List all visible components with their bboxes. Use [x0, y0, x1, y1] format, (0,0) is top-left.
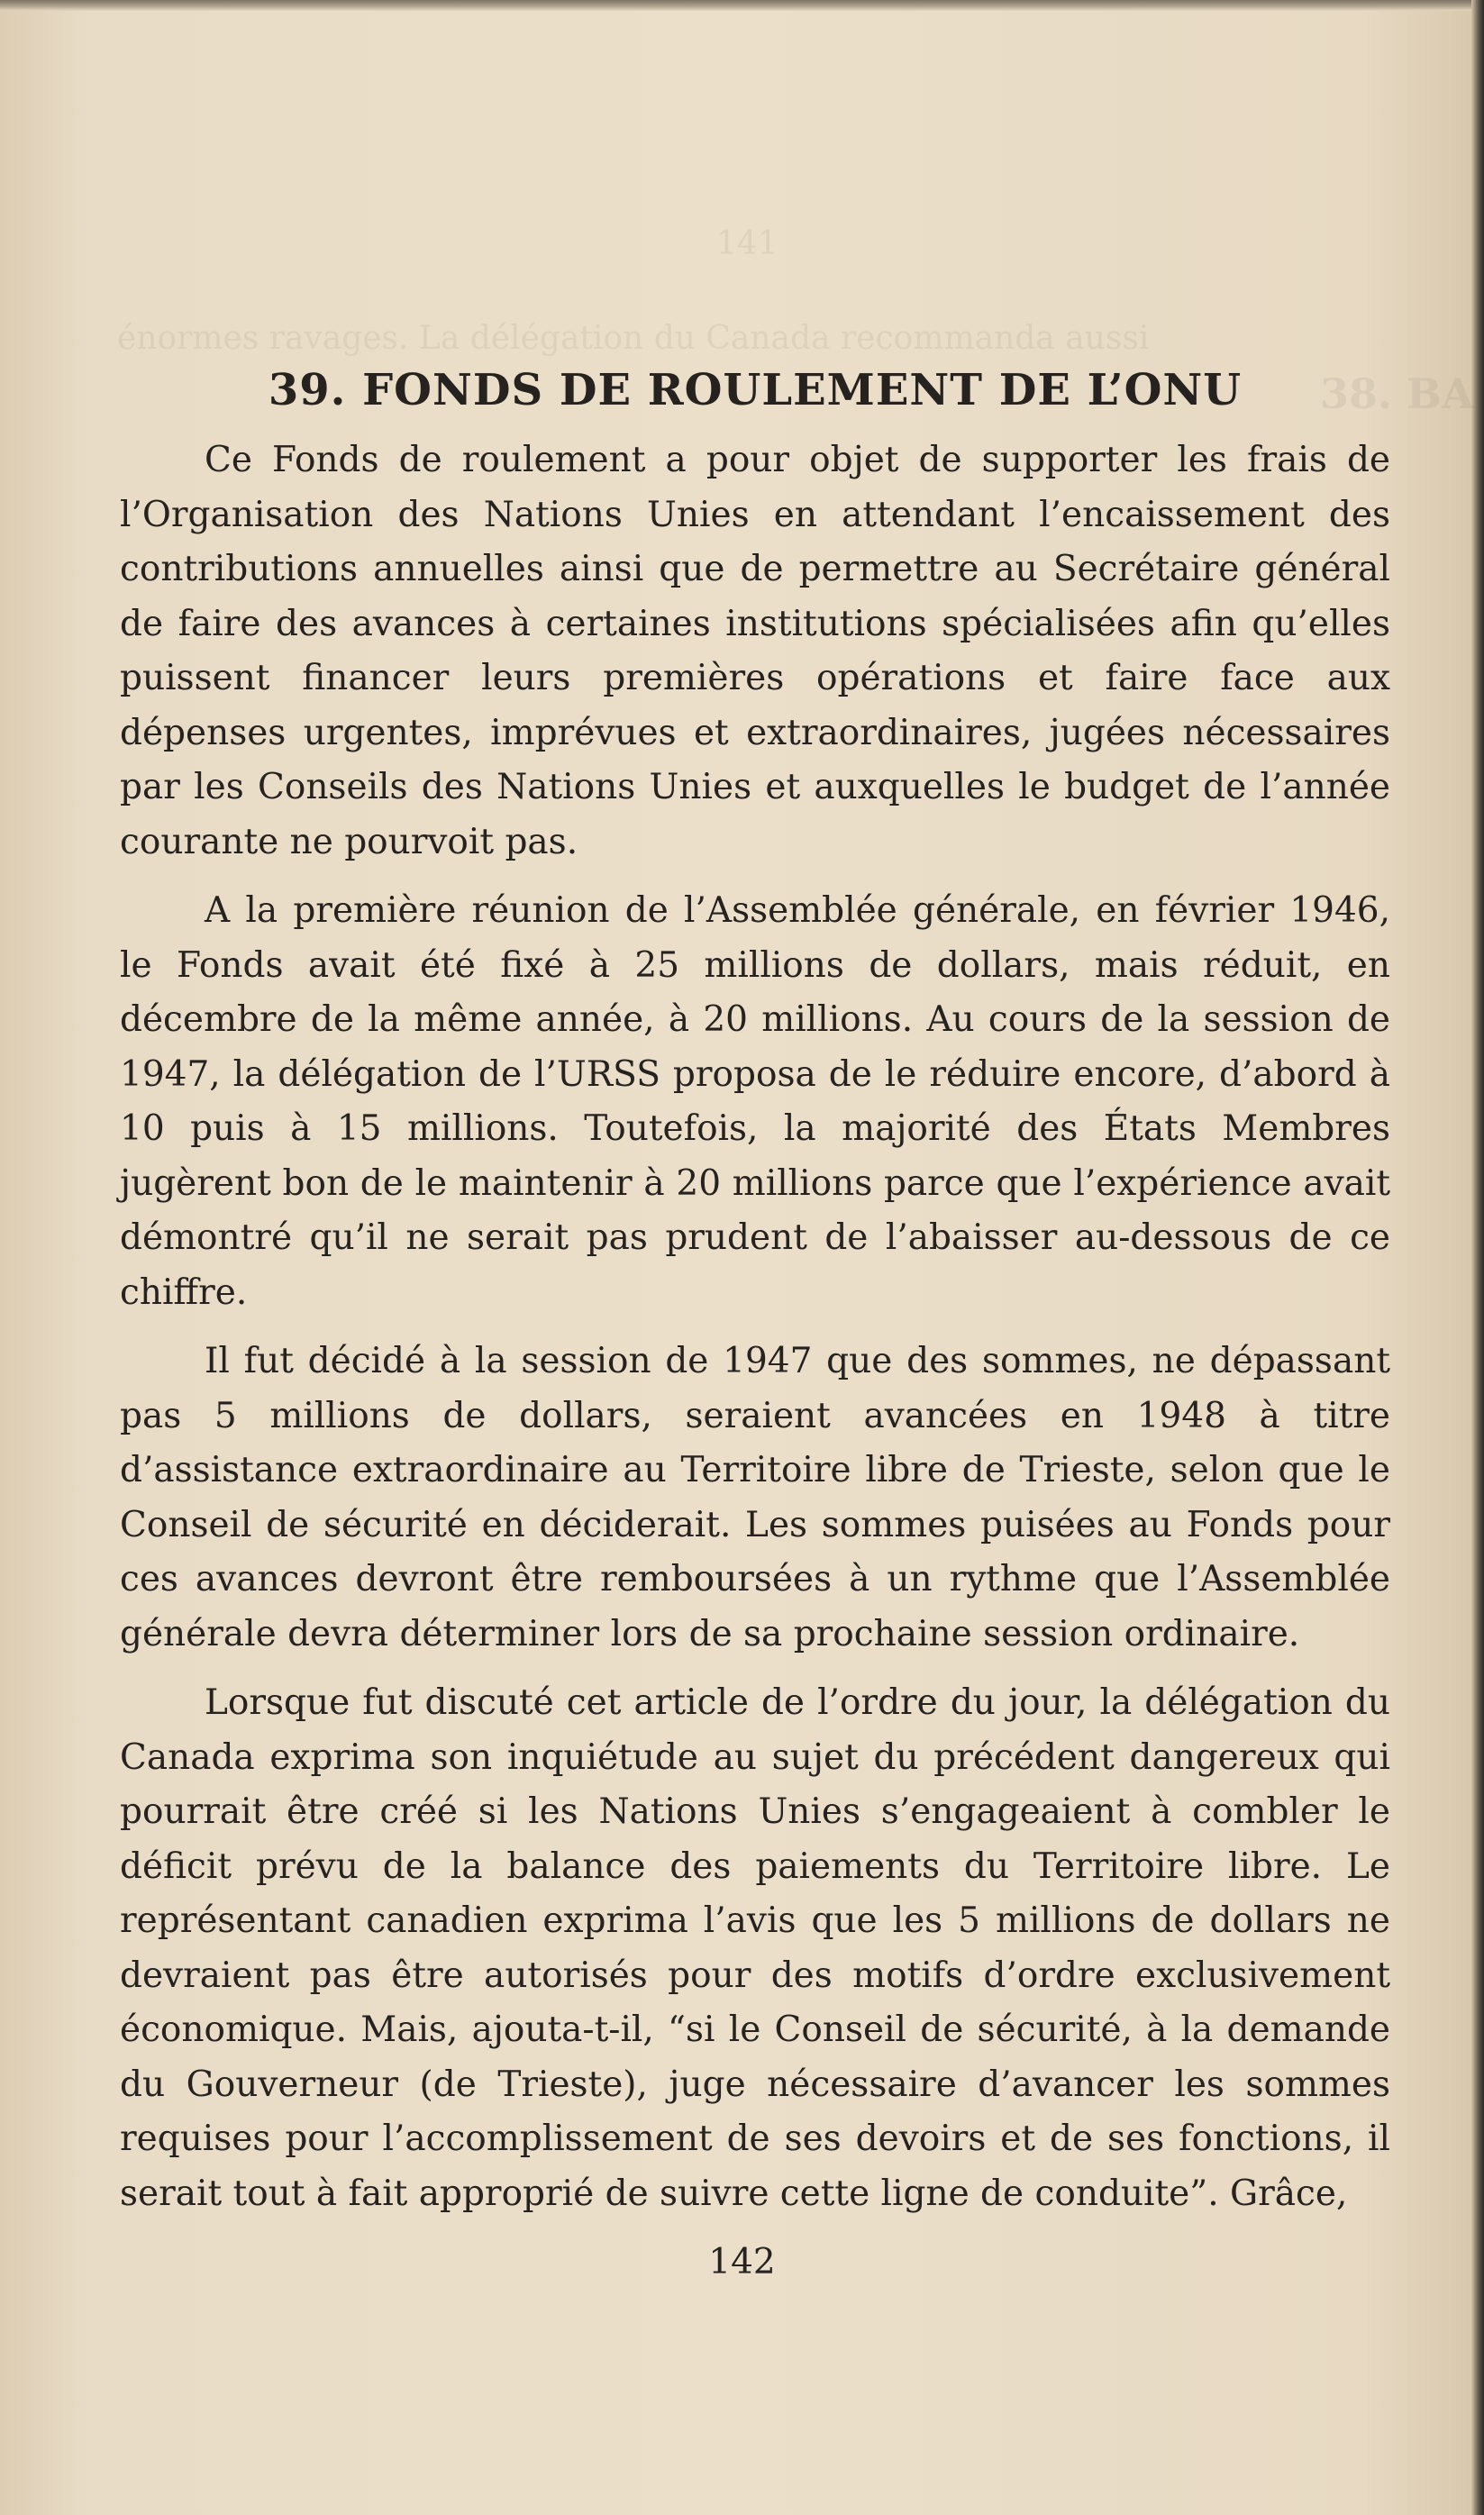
bleed-through-heading: 38. BA [1320, 369, 1474, 418]
paragraph-1: Ce Fonds de roulement a pour objet de supporter les frais de l’Organisation des Nations Unies en attendant l’encaissement des contributions annuelles ainsi que de permettre au Secrétaire général de faire des avances à certaines institutions spécialisées afin qu’elles puissent financer leurs premières opérations et faire face aux dépenses urgentes, imprévues et extraordinaires, jugées nécessaires par les Conseils des Nations Unies et auxquelles le budget de l’année courante ne pourvoit pas. [120, 440, 1390, 862]
page-number: 142 [708, 2242, 776, 2283]
page-top-edge [0, 0, 1484, 11]
bleed-through-text: énormes ravages. La délégation du Canada recommanda aussi [117, 320, 1150, 357]
bleed-through-page-number: 141 [716, 225, 778, 262]
paragraph-3: Il fut décidé à la session de 1947 que des sommes, ne dépassant pas 5 millions de dollars, seraient avancées en 1948 à titre d’assistance extraordinaire au Territoire libre de Trieste, selon que le Conseil de sécurité en déciderait. Les sommes puisées au Fonds pour ces avances devront être remboursées à un rythme que l’Assemblée générale devra déterminer lors de sa prochaine session ordinaire. [120, 1341, 1390, 1654]
paragraph-4: Lorsque fut discuté cet article de l’ordre du jour, la délégation du Canada exprima son inquiétude au sujet du précédent dangereux qui pourrait être créé si les Nations Unies s’engageaient à combler le déficit prévu de la balance des paiements du Territoire libre. Le représentant canadien exprima l’avis que les 5 millions de dollars ne devraient pas être autorisés pour des motifs d’ordre exclusivement économique. Mais, ajouta-t-il, “si le Conseil de sécurité, à la demande du Gouverneur (de Trieste), juge nécessaire d’avancer les sommes requises pour l’accomplissement de ses devoirs et de ses fonctions, il serait tout à fait approprié de suivre cette ligne de conduite”. Grâce, [120, 1682, 1390, 2214]
page-content [120, 365, 1390, 2236]
section-heading: 39. FONDS DE ROULEMENT DE L’ONU [268, 365, 1243, 415]
paragraph-2: A la première réunion de l’Assemblée générale, en février 1946, le Fonds avait été fixé à 25 millions de dollars, mais réduit, en décembre de la même année, à 20 millions. Au cours de la session de 1947, la délégation de l’URSS proposa de le réduire encore, d’abord à 10 puis à 15 millions. Toutefois, la majorité des États Membres jugèrent bon de le maintenir à 20 millions parce que l’expérience avait démontré qu’il ne serait pas prudent de l’abaisser au-dessous de ce chiffre. [120, 890, 1390, 1313]
